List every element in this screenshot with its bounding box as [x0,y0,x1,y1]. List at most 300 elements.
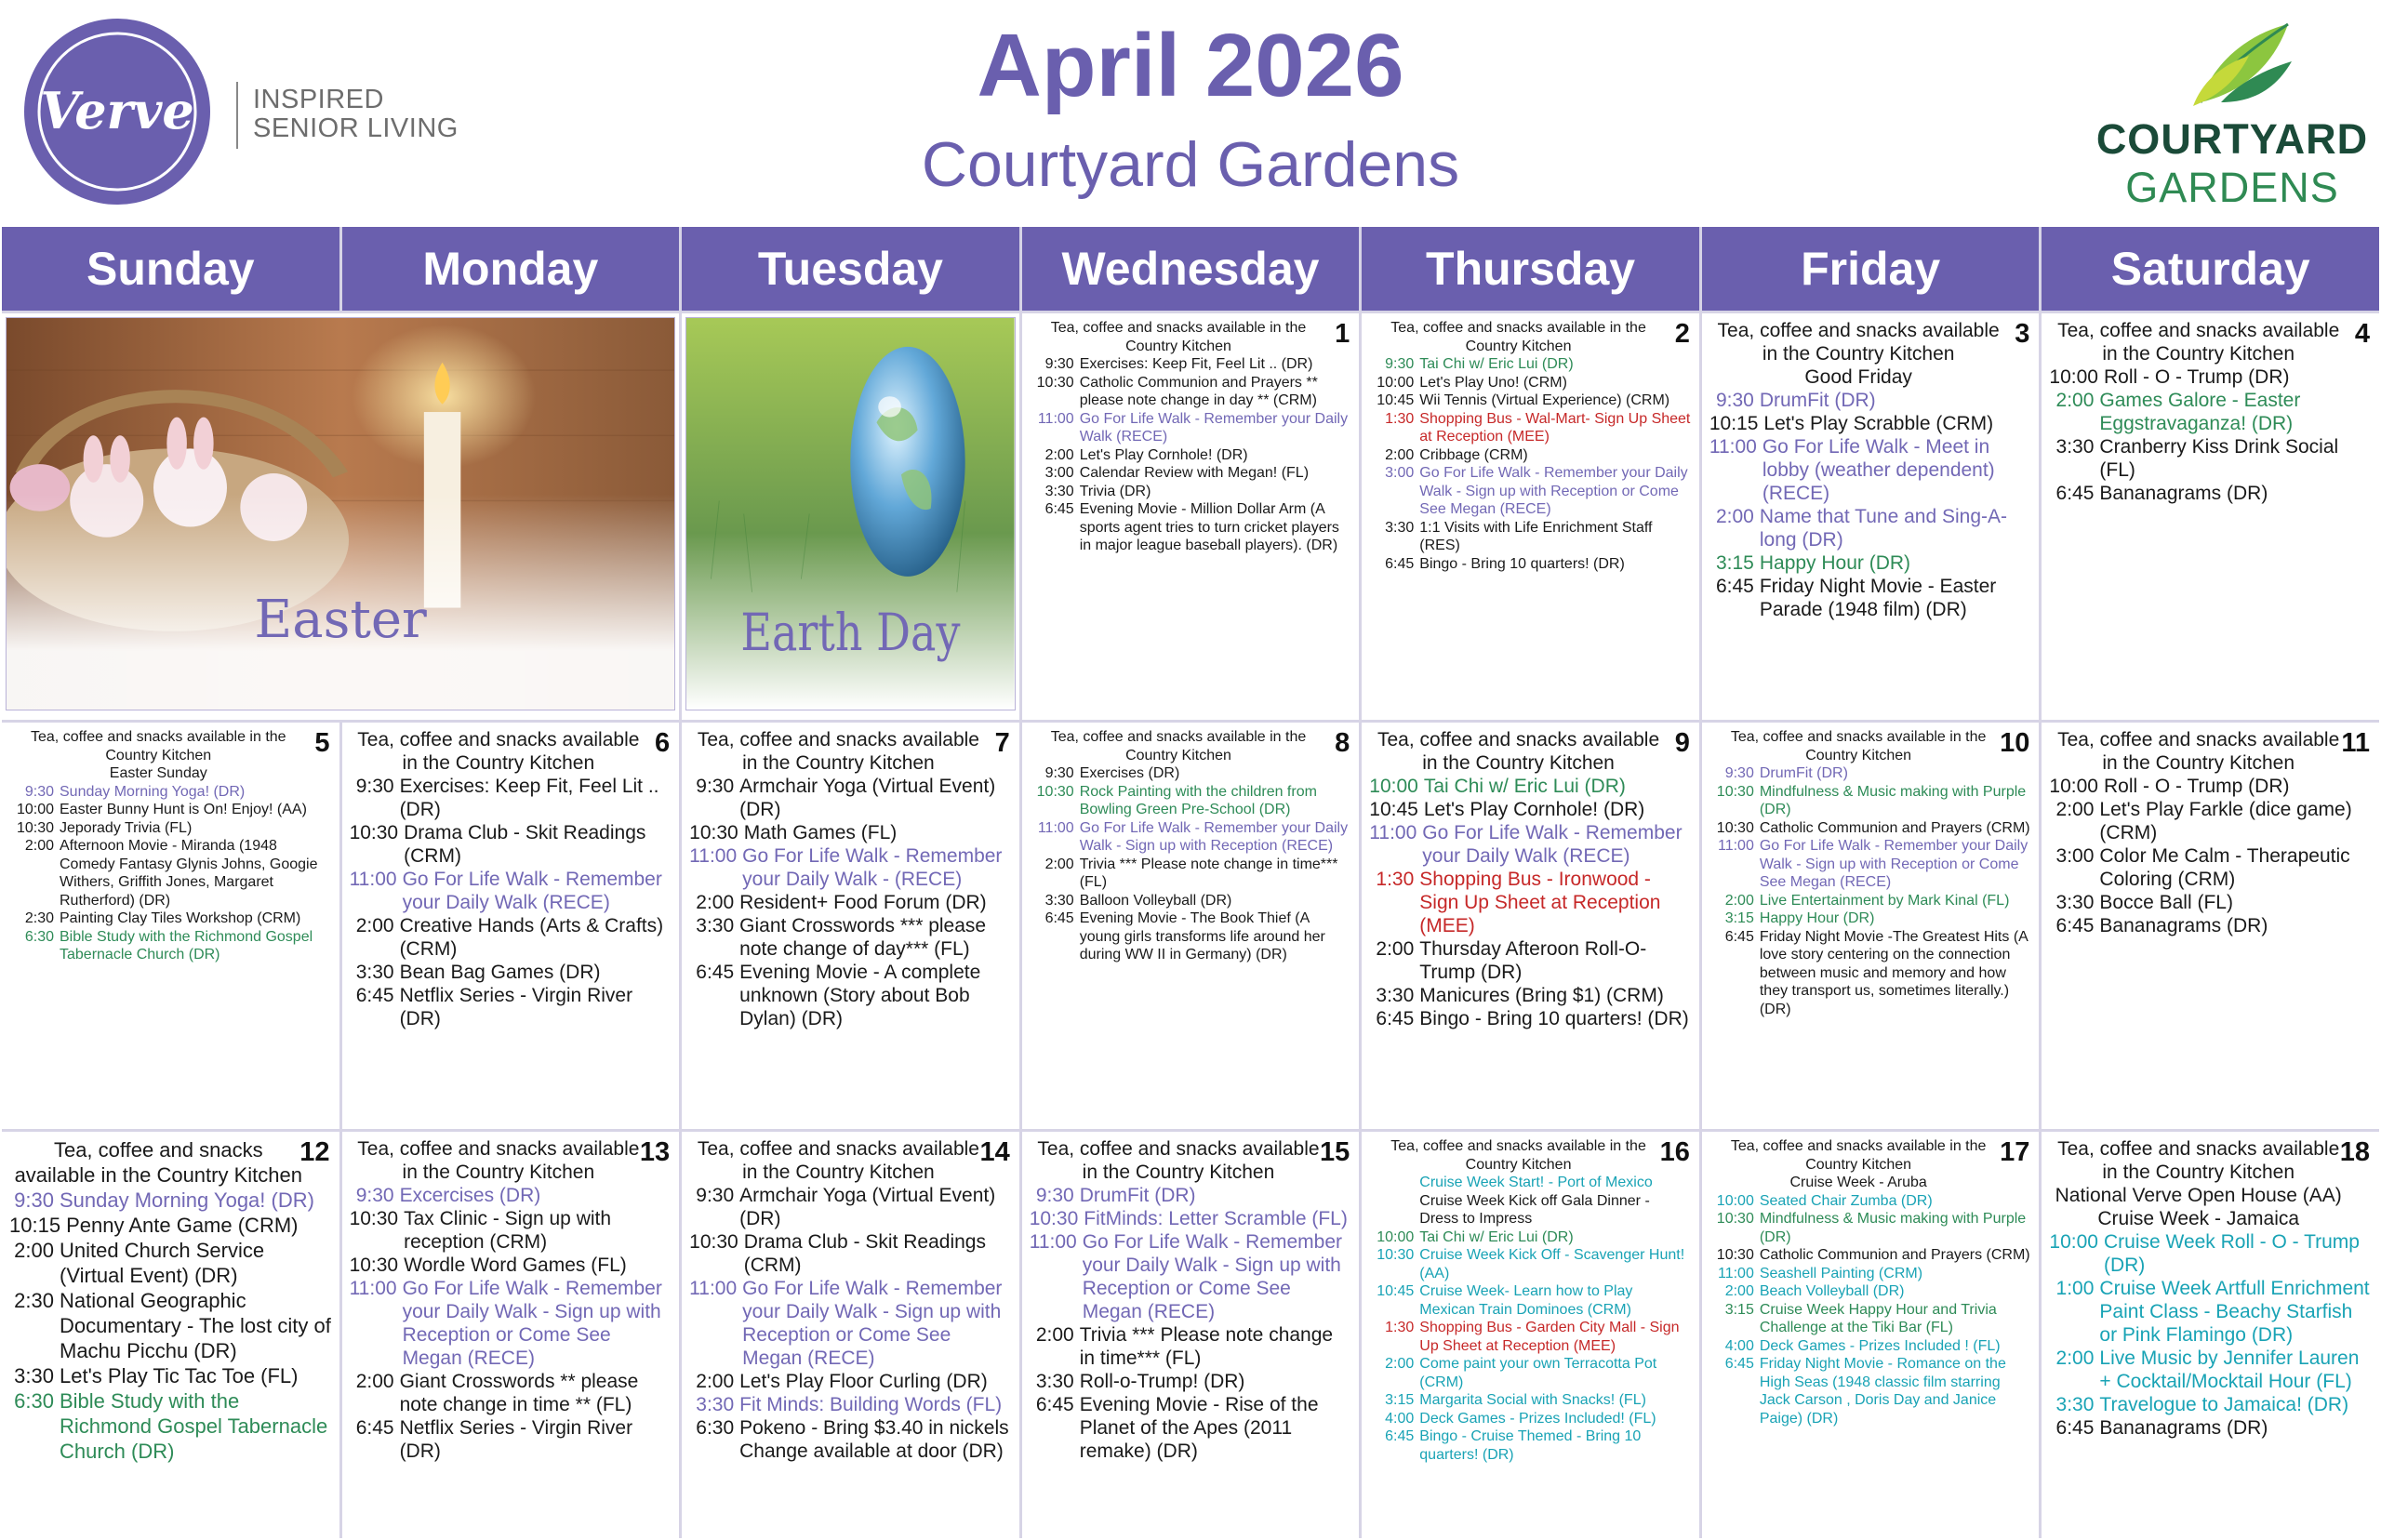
event-description: Wii Tennis (Virtual Experience) (CRM) [1419,392,1670,408]
event-item [1709,928,2032,1019]
event-time: 2:00 [14,1239,54,1262]
event-description: Math Games (FL) [743,822,898,843]
event-description: Creative Hands (Arts & Crafts) (CRM) [399,915,664,960]
event-item [350,1207,672,1254]
event-time: 11:00 [1037,819,1074,836]
day-cell [1702,1132,2040,1538]
event-description: Go For Life Walk - Remember your Daily Walk (RECE) [1422,822,1683,867]
event-time: 11:00 [1709,436,1757,458]
event-time: 6:45 [2055,1417,2095,1439]
page-subtitle: Courtyard Gardens [921,129,1460,200]
special-day-note: Easter Sunday [109,765,207,781]
event-item [350,775,672,821]
event-time: 10:30 [16,819,54,836]
event-description: Bible Study with the Richmond Gospel Tabernacle Church (DR) [60,1389,328,1463]
event-time: 6:45 [1724,1356,1754,1372]
event-time: 9:30 [355,1185,394,1206]
event-description: Mindfulness & Music making with Purple (DR) [1759,783,2027,817]
event-item [1369,392,1692,410]
special-day-note: Good Friday [1804,366,1912,388]
event-item [350,1277,672,1370]
event-item [350,914,672,961]
event-time: 6:45 [2055,483,2095,504]
event-item [9,783,332,802]
event-item [1709,1265,2032,1283]
event-item [689,1416,1012,1463]
event-time: 9:30 [355,776,394,797]
event-item [689,1370,1012,1393]
day-cell [1702,313,2040,720]
day-number: 10 [2000,728,2030,758]
event-description: Margarita Social with Snacks! (FL) [1419,1392,1646,1408]
event-description: Bocce Ball (FL) [2099,892,2233,913]
event-item [9,1238,332,1288]
event-item [1369,446,1692,465]
event-time: 10:00 [1377,1228,1415,1245]
earth_day-caption: Earth Day [740,602,961,663]
event-item [2049,482,2372,505]
event-item [689,1230,1012,1277]
event-item [1030,856,1352,892]
event-description: Friday Night Movie - Romance on the High Seas (1948 classic film starring Jack Carson , Doris Day and Janice Paige) (DR) [1759,1356,2006,1427]
event-time: 3:15 [1385,1392,1415,1408]
event-time: 10:15 [9,1214,61,1237]
event-description: Bible Study with the Richmond Gospel Tabernacle Church (DR) [60,928,313,962]
event-time: 9:30 [1715,390,1754,411]
kitchen-note: Tea, coffee and snacks available in the Country Kitchen [1050,729,1307,763]
day-number: 7 [994,728,1010,758]
event-item [689,844,1012,891]
event-time: 6:45 [1044,910,1074,926]
event-time: 10:30 [349,1208,399,1229]
event-item [1030,1207,1352,1230]
event-time: 2:00 [355,915,394,936]
event-time: 3:30 [696,915,735,936]
event-item [1030,1370,1352,1393]
event-description: Cruise Week Roll - O - Trump (DR) [2103,1231,2360,1276]
event-item [2049,891,2372,914]
event-item [1369,374,1692,392]
day-number: 12 [299,1137,330,1167]
event-time: 10:30 [349,822,399,843]
event-time: 9:30 [696,1185,735,1206]
event-description: Manicures (Bring $1) (CRM) [1419,985,1664,1006]
kitchen-note: Tea, coffee and snacks available in the Country Kitchen [14,1138,302,1187]
event-description: Live Music by Jennifer Lauren + Cocktail/Mocktail Hour (FL) [2099,1348,2360,1392]
event-item [1369,821,1692,868]
event-description: Live Entertainment by Mark Kinal (FL) [1759,892,2010,909]
event-item [1369,519,1692,555]
image-frame [6,317,675,710]
event-time: 2:00 [1715,506,1754,527]
event-description: DrumFit (DR) [1759,765,1848,781]
event-item [1369,355,1692,374]
event-description: DrumFit (DR) [1079,1185,1196,1206]
day-header-sunday: Sunday [2,227,339,311]
event-time: 10:15 [1709,413,1759,434]
event-item [2049,389,2372,435]
event-item [9,837,332,909]
event-description: Cruise Week Happy Hour and Trivia Challenge at the Tiki Bar (FL) [1759,1301,1997,1335]
event-item [1709,837,2032,892]
event-time: 6:45 [1044,501,1074,517]
event-item [1369,798,1692,821]
event-time: 3:15 [1724,1301,1754,1318]
event-description: Afternoon Movie - Miranda (1948 Comedy Fantasy Glynis Johns, Googie Withers, Griffith Jones, Margaret Rutherford) (DR) [60,838,318,909]
event-time: 3:30 [2055,892,2095,913]
event-time: 3:15 [1724,910,1754,926]
kitchen-note: Tea, coffee and snacks available in the Country Kitchen [1050,320,1307,354]
event-time: 10:30 [1377,1247,1415,1263]
event-time: 9:30 [1724,765,1754,781]
page-title: April 2026 [977,16,1404,115]
event-description: Cruise Week Start! - Port of Mexico [1419,1175,1653,1190]
event-time: 10:30 [1029,1208,1079,1229]
event-item [2049,1230,2372,1277]
event-time: 1:30 [1385,1320,1415,1335]
event-item [1030,446,1352,465]
event-description: Evening Movie - Rise of the Planet of the Apes (2011 remake) (DR) [1079,1394,1319,1462]
event-item [689,961,1012,1030]
event-time: 3:30 [2055,436,2095,458]
day-header-wednesday: Wednesday [1022,227,1360,311]
event-item [1369,464,1692,519]
day-number: 4 [2354,319,2370,349]
event-time: 11:00 [689,1278,738,1299]
event-item [689,775,1012,821]
event-item [689,914,1012,961]
event-time: 2:00 [355,1371,394,1392]
kitchen-note: Tea, coffee and snacks available in the Country Kitchen [1390,1138,1646,1173]
event-item [1369,1410,1692,1428]
event-item [9,928,332,964]
event-item [1709,764,2032,783]
event-description: Let's Play Floor Curling (DR) [739,1371,988,1392]
event-item [1709,575,2032,621]
event-item [1369,1319,1692,1355]
event-item [2049,914,2372,937]
event-description: Catholic Communion and Prayers (CRM) [1759,819,2030,836]
event-item [2049,844,2372,891]
event-item [2049,798,2372,844]
event-item [1369,1282,1692,1319]
earth-day-image-cell [682,313,1019,720]
event-time: 2:00 [24,838,54,854]
event-item [2049,365,2372,389]
event-description: FitMinds: Letter Scramble (FL) [1084,1208,1348,1229]
event-time: 11:00 [1037,410,1074,427]
event-time: 10:30 [1716,819,1754,836]
event-item [1369,555,1692,574]
event-time [1369,1192,1419,1228]
event-item [2049,1347,2372,1393]
event-time: 10:00 [1377,374,1415,391]
day-cell [2042,723,2379,1129]
event-time: 10:00 [1369,776,1418,797]
event-description: Roll - O - Trump (DR) [2103,366,2290,388]
day-number: 16 [1659,1137,1690,1167]
event-description: Let's Play Farkle (dice game) (CRM) [2099,799,2352,843]
event-description: Shopping Bus - Garden City Mall - Sign Up Sheet at Reception (MEE) [1419,1320,1680,1354]
event-item [350,984,672,1030]
event-time: 6:45 [1724,928,1754,945]
event-item [1709,1301,2032,1337]
event-time: 2:00 [696,892,735,913]
kitchen-note: Tea, coffee and snacks available in the Country Kitchen [31,729,286,763]
event-time: 3:30 [1376,985,1415,1006]
day-cell [2,723,339,1129]
event-description: Bingo - Bring 10 quarters! (DR) [1419,555,1625,572]
event-item [9,909,332,928]
event-time: 6:30 [24,928,54,945]
event-description: Games Galore - Easter Eggstravaganza! (DR) [2099,390,2301,434]
event-time: 2:00 [1385,446,1415,463]
day-header-friday: Friday [1702,227,2040,311]
event-description: Bean Bag Games (DR) [399,962,601,983]
event-item [1709,819,2032,838]
event-item [1030,1230,1352,1323]
event-time: 6:45 [355,985,394,1006]
event-description: Roll - O - Trump (DR) [2103,776,2290,797]
day-cell [1022,1132,1360,1538]
event-item [1030,374,1352,410]
event-time: 10:30 [689,822,738,843]
event-description: Penny Ante Game (CRM) [66,1214,299,1237]
event-time: 10:30 [689,1231,738,1253]
event-description: Armchair Yoga (Virtual Event) (DR) [739,1185,996,1229]
tagline-line-2: SENIOR LIVING [253,113,459,143]
event-item [9,1188,332,1213]
event-description: Bingo - Bring 10 quarters! (DR) [1419,1008,1689,1029]
event-description: Cruise Week- Learn how to Play Mexican Train Dominoes (CRM) [1419,1283,1633,1318]
event-item [1030,892,1352,910]
event-item [689,1393,1012,1416]
leaf-icon [2184,17,2295,110]
event-description: Go For Life Walk - Remember your Daily Walk (RECE) [1079,410,1349,445]
day-number: 2 [1674,319,1690,349]
event-time [1369,1174,1419,1192]
event-time: 10:00 [2049,776,2098,797]
event-item [1709,892,2032,910]
event-description: Happy Hour (DR) [1759,910,1875,926]
day-header-tuesday: Tuesday [682,227,1019,311]
event-item [9,1288,332,1363]
event-time: 3:30 [1044,892,1074,909]
event-description: Thursday Afteroon Roll-O-Trump (DR) [1419,938,1647,983]
event-item [2049,775,2372,798]
event-item [689,891,1012,914]
event-description: Netflix Series - Virgin River (DR) [399,985,633,1029]
calendar-header [0,0,2381,223]
event-description: Tai Chi w/ Eric Lui (DR) [1419,1228,1574,1245]
event-time: 10:00 [1716,1192,1754,1209]
day-header-saturday: Saturday [2042,227,2379,311]
event-item [689,1184,1012,1230]
event-item [1369,1391,1692,1410]
event-time: 6:45 [1715,576,1754,597]
kitchen-note: Tea, coffee and snacks available in the Country Kitchen [357,729,640,774]
event-time: 6:45 [696,962,735,983]
kitchen-note: Tea, coffee and snacks available in the Country Kitchen [1037,1138,1320,1183]
event-description: Mindfulness & Music making with Purple (DR) [1759,1211,2027,1245]
easter-image [7,318,674,710]
event-description: Balloon Volleyball (DR) [1079,892,1232,909]
kitchen-note: Tea, coffee and snacks available in the Country Kitchen [2057,1138,2340,1183]
event-item [1709,1337,2032,1356]
event-time: 10:45 [1369,799,1418,820]
event-time: 9:30 [1035,1185,1074,1206]
easter-caption: Easter [254,590,427,650]
day-cell [342,723,680,1129]
event-description: Cribbage (CRM) [1419,446,1528,463]
event-description: 1:1 Visits with Life Enrichment Staff (RES) [1419,519,1653,553]
event-time: 1:00 [2055,1278,2095,1299]
event-description: Giant Crosswords *** please note change of day*** (FL) [739,915,987,960]
event-item [1030,1393,1352,1463]
event-time: 2:00 [1724,892,1754,909]
event-item [1709,412,2032,435]
event-item [350,961,672,984]
event-item [1709,1246,2032,1265]
kitchen-note: Tea, coffee and snacks available in the Country Kitchen [2057,320,2340,365]
event-time: 9:30 [1044,765,1074,781]
event-time: 4:00 [1724,1337,1754,1354]
event-description: Resident+ Food Forum (DR) [739,892,987,913]
event-description: Shopping Bus - Ironwood - Sign Up Sheet at Reception (MEE) [1419,869,1661,936]
event-description: Catholic Communion and Prayers (CRM) [1759,1247,2030,1263]
event-time: 2:00 [1385,1356,1415,1372]
event-time: 6:45 [1035,1394,1074,1415]
kitchen-note: Tea, coffee and snacks available in the Country Kitchen [697,1138,979,1183]
event-time: 3:00 [2055,845,2095,867]
event-item [1709,1355,2032,1427]
event-description: Let's Play Tic Tac Toe (FL) [60,1364,299,1387]
event-description: Bananagrams (DR) [2099,483,2268,504]
event-time: 6:30 [696,1417,735,1439]
event-description: Fit Minds: Building Words (FL) [739,1394,1003,1415]
event-time: 9:30 [14,1188,54,1212]
event-time: 2:00 [1044,446,1074,463]
easter-image-cell [2,313,679,720]
event-description: Drama Club - Skit Readings (CRM) [743,1231,986,1276]
day-number: 15 [1320,1137,1350,1167]
event-description: Cruise Week Kick off Gala Dinner - Dress to Impress [1419,1192,1650,1227]
event-time: 11:00 [1029,1231,1077,1253]
event-description: Go For Life Walk - Remember your Daily Walk - (RECE) [742,845,1003,890]
event-description: Trivia (DR) [1079,483,1151,499]
event-description: National Geographic Documentary - The lost city of Machu Picchu (DR) [60,1289,331,1362]
event-description: Shopping Bus - Wal-Mart- Sign Up Sheet at Reception (MEE) [1419,410,1691,445]
event-description: Go For Life Walk - Remember your Daily Walk - Sign up with Reception or Come See Megan (RECE) [742,1278,1003,1369]
event-time: 3:15 [1715,552,1754,574]
event-description: Exercises (DR) [1079,765,1180,781]
verve-logo-text: Verve [40,81,194,140]
event-time: 6:45 [1385,555,1415,572]
event-time: 9:30 [24,783,54,800]
event-item [1709,1210,2032,1246]
event-item [2049,1416,2372,1440]
event-item [689,1277,1012,1370]
event-description: Cruise Week Kick Off - Scavenger Hunt! (AA) [1419,1247,1685,1281]
event-time: 11:00 [1369,822,1417,843]
event-time: 2:00 [2055,1348,2095,1369]
event-time: 6:45 [1385,1428,1415,1444]
event-description: Travelogue to Jamaica! (DR) [2099,1394,2349,1415]
event-time: 2:00 [2055,799,2095,820]
event-item [1030,764,1352,783]
event-time: 10:30 [1036,374,1074,391]
event-item [1030,1184,1352,1207]
event-time: 10:30 [349,1255,399,1276]
event-item [1030,500,1352,555]
event-description: United Church Service (Virtual Event) (DR) [60,1239,265,1287]
special-day-note: National Verve Open House (AA) [2055,1185,2342,1206]
event-description: Tai Chi w/ Eric Lui (DR) [1423,776,1626,797]
event-time: 9:30 [1044,356,1074,372]
event-item [350,1416,672,1463]
event-item [1030,464,1352,483]
event-item [9,1213,332,1238]
event-description: Roll-o-Trump! (DR) [1079,1371,1245,1392]
event-time: 11:00 [349,1278,397,1299]
event-description: Seated Chair Zumba (DR) [1759,1192,1933,1209]
event-item [1030,355,1352,374]
event-item [1030,909,1352,964]
day-cell [1022,723,1360,1129]
event-time: 6:30 [14,1389,54,1413]
event-description: Bananagrams (DR) [2099,1417,2268,1439]
day-number: 14 [979,1137,1010,1167]
event-item [350,821,672,868]
event-time: 2:30 [24,910,54,926]
event-description: Giant Crosswords ** please note change in time ** (FL) [399,1371,639,1415]
event-item [1709,783,2032,819]
day-cell [1702,723,2040,1129]
event-time: 10:30 [1036,783,1074,800]
event-time: 2:00 [1376,938,1415,960]
day-cell [342,1132,680,1538]
event-description: Calendar Review with Megan! (FL) [1079,465,1310,481]
event-item [1369,775,1692,798]
event-description: Exercises: Keep Fit, Feel Lit .. (DR) [399,776,659,820]
event-item [350,1184,672,1207]
event-item [2049,1393,2372,1416]
event-item [1030,1323,1352,1370]
event-description: Beach Volleyball (DR) [1759,1283,1905,1299]
event-time: 2:00 [1035,1324,1074,1346]
event-item [350,1370,672,1416]
event-item [1369,937,1692,984]
event-time: 11:00 [1717,1265,1754,1281]
day-number: 11 [2341,728,2370,758]
event-item [2049,1277,2372,1347]
event-time: 6:45 [2055,915,2095,936]
event-description: Exercises: Keep Fit, Feel Lit .. (DR) [1079,356,1313,372]
event-item [1369,984,1692,1007]
event-description: Tax Clinic - Sign up with reception (CRM) [404,1208,612,1253]
event-description: Go For Life Walk - Remember your Daily Walk - Sign up with Reception (RECE) [1079,819,1349,854]
event-description: Drama Club - Skit Readings (CRM) [404,822,646,867]
image-frame [685,317,1016,710]
event-description: Go For Life Walk - Remember your Daily Walk - Sign up with Reception or Come See Megan (RECE) [1419,465,1688,517]
event-time: 3:30 [355,962,394,983]
event-time: 3:00 [1044,465,1074,481]
event-time: 10:00 [2049,1231,2098,1253]
event-time: 10:45 [1377,1283,1415,1299]
day-number: 8 [1335,728,1350,758]
event-description: Friday Night Movie - Easter Parade (1948 film) (DR) [1759,576,1997,620]
event-item [689,821,1012,844]
